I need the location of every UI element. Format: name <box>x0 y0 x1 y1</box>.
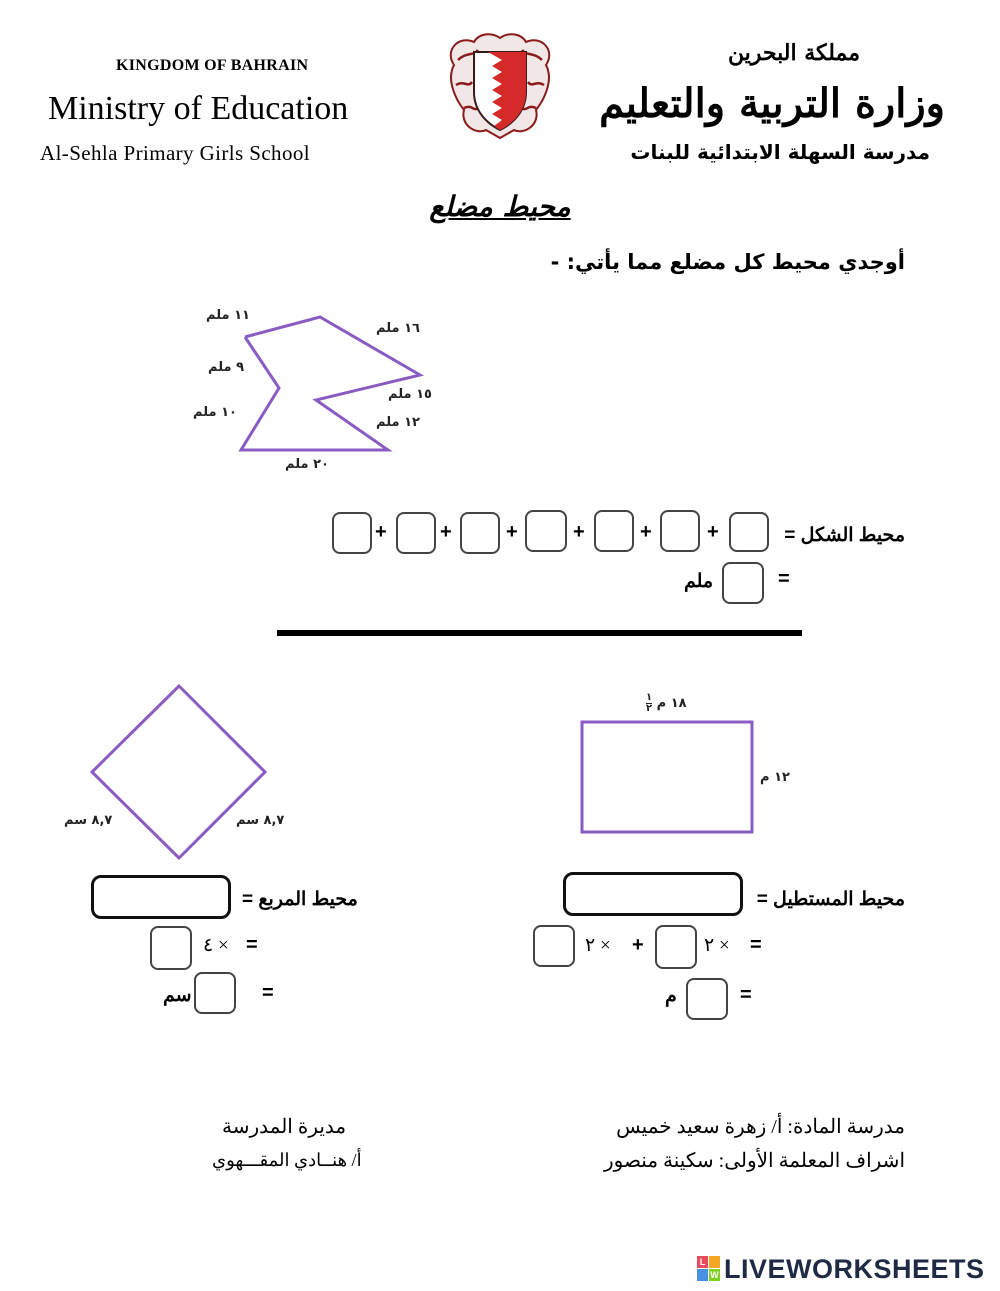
polygon-answer-box-1[interactable] <box>729 512 769 552</box>
polygon-label-20: ٢٠ ملم <box>285 457 329 472</box>
polygon-answer-box-2[interactable] <box>660 510 700 552</box>
equals-sign: = <box>740 984 752 1006</box>
square-answer-box[interactable] <box>91 875 231 919</box>
logo-letter-w: W <box>710 1270 719 1280</box>
plus-sign: + <box>375 521 387 543</box>
polygon-shape <box>241 317 420 450</box>
square-shape <box>92 686 265 858</box>
header-ar-school: مدرسة السهلة الابتدائية للبنات <box>630 140 930 164</box>
header-ar-ministry: وزارة التربية والتعليم <box>599 80 945 127</box>
header-en-ministry: Ministry of Education <box>48 90 349 127</box>
polygon-answer-box-5[interactable] <box>460 512 500 554</box>
principal-title: مديرة المدرسة <box>222 1116 347 1138</box>
square-unit: سم <box>163 985 192 1006</box>
square-side-box[interactable] <box>150 926 192 970</box>
polygon-label-12: ١٢ ملم <box>376 415 420 430</box>
rectangle-perimeter-label: محيط المستطيل = <box>756 889 905 910</box>
rectangle-top-label <box>646 693 687 714</box>
polygon-label-15: ١٥ ملم <box>388 387 432 402</box>
instruction-text: أوجدي محيط كل مضلع مما يأتي: - <box>550 250 905 274</box>
times-four: × ٤ <box>203 935 229 956</box>
plus-sign: + <box>506 521 518 543</box>
polygon-label-10: ١٠ ملم <box>193 405 237 420</box>
polygon-answer-box-6[interactable] <box>396 512 436 554</box>
polygon-label-9: ٩ ملم <box>208 360 245 375</box>
section-divider <box>277 630 802 636</box>
square-total-box[interactable] <box>194 972 236 1014</box>
polygon-answer-box-3[interactable] <box>594 510 634 552</box>
times-two: × ٢ <box>704 935 730 956</box>
polygon-label-11: ١١ ملم <box>206 308 250 323</box>
rectangle-top-value: ١٨ م <box>656 696 687 711</box>
polygon-unit: ملم <box>684 571 714 592</box>
fraction-denominator: ٢ <box>646 703 653 714</box>
plus-sign: + <box>440 521 452 543</box>
plus-sign: + <box>640 521 652 543</box>
square-right-label: ٨,٧ سم <box>236 813 285 828</box>
polygon-answer-box-4[interactable] <box>525 510 567 552</box>
logo-letter-l: L <box>697 1256 708 1268</box>
header-en-kingdom: KINGDOM OF BAHRAIN <box>116 57 309 74</box>
rectangle-length-box[interactable] <box>655 925 697 969</box>
square-perimeter-label: محيط المربع = <box>242 889 358 910</box>
polygon-answer-box-7[interactable] <box>332 512 372 554</box>
rectangle-unit: م <box>665 986 677 1007</box>
polygon-label-16: ١٦ ملم <box>376 321 420 336</box>
plus-sign: + <box>573 521 585 543</box>
rectangle-shape <box>582 722 752 832</box>
fraction-numerator: ١ <box>646 692 653 703</box>
principal-name: أ/ هنــادي المقـــهوي <box>212 1150 362 1170</box>
rectangle-total-box[interactable] <box>686 978 728 1020</box>
fraction <box>646 693 652 714</box>
polygon-perimeter-label: محيط الشكل = <box>784 525 905 546</box>
header-ar-kingdom: مملكة البحرين <box>727 40 860 66</box>
rectangle-answer-box[interactable] <box>563 872 743 916</box>
equals-sign: = <box>778 568 790 590</box>
equals-sign: = <box>262 982 274 1004</box>
rectangle-width-box[interactable] <box>533 925 575 967</box>
rectangle-side-label: ١٢ م <box>760 770 790 785</box>
logo-tile <box>709 1256 720 1268</box>
liveworksheets-brand[interactable]: LIVEWORKSHEETS <box>724 1254 985 1284</box>
plus-sign: + <box>707 521 719 543</box>
equals-sign: = <box>246 934 258 956</box>
liveworksheets-logo-icon <box>697 1256 721 1282</box>
polygon-total-box[interactable] <box>722 562 764 604</box>
equals-sign: = <box>750 934 762 956</box>
teacher-signature: مدرسة المادة: أ/ زهرة سعيد خميس <box>616 1116 905 1138</box>
times-two: × ٢ <box>585 935 611 956</box>
supervisor-signature: اشراف المعلمة الأولى: سكينة منصور <box>603 1150 905 1172</box>
header-en-school: Al-Sehla Primary Girls School <box>40 141 310 165</box>
plus-sign: + <box>632 934 644 956</box>
square-left-label: ٨,٧ سم <box>64 813 113 828</box>
page-title: محيط مضلع <box>429 190 571 223</box>
logo-tile <box>697 1269 708 1281</box>
